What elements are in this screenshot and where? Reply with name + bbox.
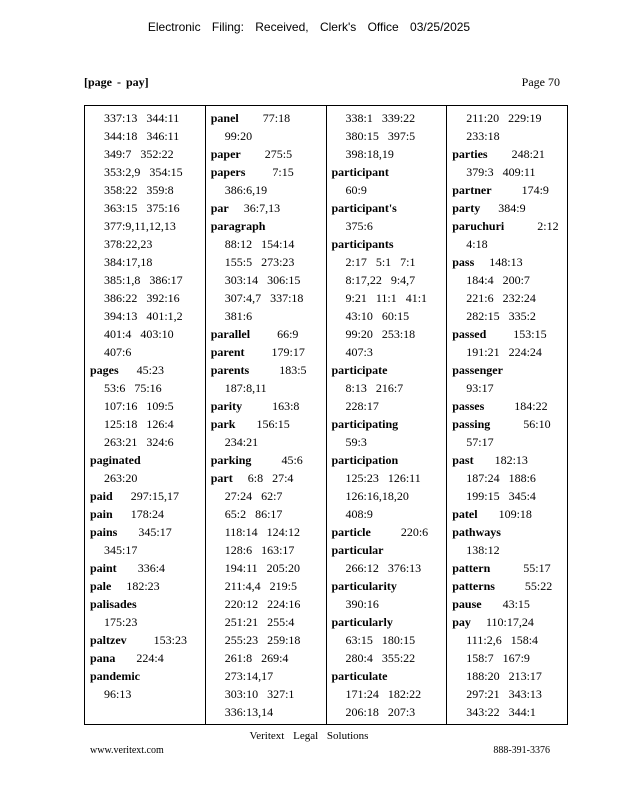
index-entry (90, 667, 205, 685)
index-reference: 183:5 (249, 363, 307, 377)
index-term: parents (210, 363, 250, 377)
index-entry (90, 361, 205, 379)
index-reference-line: 171:24 182:22 (345, 687, 422, 701)
index-entry (211, 469, 326, 487)
index-reference-line: 337:13 344:11 (104, 111, 180, 125)
index-entry (452, 217, 567, 235)
index-reference-line: 266:12 376:13 (345, 561, 422, 575)
index-term: palisades (90, 597, 137, 611)
index-reference-line: 282:15 335:2 (466, 309, 536, 323)
index-reference-line: 345:17 (104, 543, 138, 557)
index-reference: 148:13 (474, 255, 523, 269)
index-term: participation (331, 453, 399, 467)
index-reference: 55:22 (494, 579, 553, 593)
index-reference-line: 377:9,11,12,13 (104, 219, 176, 233)
index-reference-line: 378:22,23 (104, 237, 153, 251)
index-reference-line: 343:22 344:1 (466, 705, 536, 719)
index-reference: 248:21 (487, 147, 545, 161)
index-reference-line: 251:21 255:4 (224, 615, 295, 629)
index-reference-line: 220:12 224:16 (224, 597, 301, 611)
index-reference-line: 2:17 5:1 7:1 (345, 255, 416, 269)
index-entry (90, 505, 205, 523)
index-reference-line: 384:17,18 (104, 255, 153, 269)
index-reference-line: 63:15 180:15 (345, 633, 416, 647)
index-entry (211, 109, 326, 127)
index-reference: 297:15,17 (112, 489, 180, 503)
index-term: passes (452, 399, 485, 413)
index-entry (211, 361, 326, 379)
index-term: particularly (331, 615, 393, 629)
index-reference-line: 228:17 (345, 399, 379, 413)
page-range-label: [page - pay] (84, 75, 149, 89)
index-reference-line: 263:20 (104, 471, 138, 485)
index-term: participate (331, 363, 388, 377)
index-reference-line: 175:23 (104, 615, 138, 629)
index-reference-line: 263:21 324:6 (104, 435, 174, 449)
index-reference-line: 43:10 60:15 (345, 309, 410, 323)
index-reference-line: 379:3 409:11 (466, 165, 536, 179)
index-term: parent (210, 345, 245, 359)
index-reference: 384:9 (480, 201, 526, 215)
index-reference-line: 128:6 163:17 (224, 543, 295, 557)
index-term: passenger (452, 363, 503, 377)
index-reference-line: 4:18 (466, 237, 488, 251)
index-reference-line: 407:6 (104, 345, 132, 359)
index-entry (452, 361, 567, 379)
footer-website: www.veritext.com (90, 745, 164, 756)
index-entry (452, 181, 567, 199)
index-reference-line: 353:2,9 354:15 (104, 165, 183, 179)
index-reference-line: 380:15 397:5 (345, 129, 416, 143)
index-column-3 (327, 106, 448, 724)
index-reference-line: 398:18,19 (345, 147, 394, 161)
index-entry (452, 325, 567, 343)
index-term: pale (90, 579, 112, 593)
index-term: particular (331, 543, 384, 557)
index-entry (452, 559, 567, 577)
index-term: papers (210, 165, 246, 179)
index-reference: 156:15 (235, 417, 290, 431)
index-term: pains (90, 525, 118, 539)
index-entry (332, 613, 447, 631)
index-reference-line: 381:6 (224, 309, 253, 323)
index-reference-line: 93:17 (466, 381, 494, 395)
footer-phone: 888-391-3376 (493, 745, 550, 756)
index-term: particularity (331, 579, 397, 593)
index-entry (211, 145, 326, 163)
index-reference: 220:6 (370, 525, 429, 539)
index-entry (90, 631, 205, 649)
index-reference: 77:18 (238, 111, 291, 125)
index-reference: 2:12 (504, 219, 559, 233)
index-reference: 56:10 (490, 417, 551, 431)
index-entry (332, 415, 447, 433)
word-index-table (84, 105, 568, 725)
index-entry (90, 559, 205, 577)
index-reference-line: 386:22 392:16 (104, 291, 180, 305)
index-term: paragraph (210, 219, 266, 233)
index-reference-line: 199:15 345:4 (466, 489, 536, 503)
index-term: paper (210, 147, 241, 161)
index-reference-line: 233:18 (466, 129, 500, 143)
index-entry (211, 199, 326, 217)
index-term: part (210, 471, 233, 485)
index-reference-line: 303:10 327:1 (224, 687, 295, 701)
index-reference-line: 126:16,18,20 (345, 489, 409, 503)
index-reference: 43:15 (481, 597, 530, 611)
index-reference-line: 188:20 213:17 (466, 669, 542, 683)
index-column-2 (206, 106, 327, 724)
index-reference-line: 280:4 355:22 (345, 651, 416, 665)
index-reference-line: 261:8 269:4 (224, 651, 289, 665)
index-term: patterns (452, 579, 495, 593)
index-term: participating (331, 417, 399, 431)
index-reference-line: 8:17,22 9:4,7 (345, 273, 416, 287)
index-reference-line: 138:12 (466, 543, 500, 557)
index-reference: 153:15 (486, 327, 547, 341)
index-reference: 174:9 (491, 183, 549, 197)
index-reference-line: 107:16 109:5 (104, 399, 174, 413)
index-reference-line: 349:7 352:22 (104, 147, 174, 161)
index-reference: 182:13 (473, 453, 528, 467)
index-entry (90, 649, 205, 667)
index-reference-line: 158:7 167:9 (466, 651, 530, 665)
index-term: paginated (90, 453, 141, 467)
index-entry (90, 595, 205, 613)
index-reference-line: 297:21 343:13 (466, 687, 542, 701)
index-term: particle (331, 525, 371, 539)
index-term: parking (210, 453, 252, 467)
index-entry (452, 199, 567, 217)
index-term: pass (452, 255, 475, 269)
index-term: park (210, 417, 236, 431)
index-reference-line: 187:8,11 (224, 381, 267, 395)
index-term: pana (90, 651, 116, 665)
index-reference-line: 211:4,4 219:5 (224, 579, 297, 593)
index-entry (211, 415, 326, 433)
index-term: parity (210, 399, 243, 413)
index-reference: 163:8 (242, 399, 300, 413)
index-term: paltzev (90, 633, 127, 647)
index-reference-line: 255:23 259:18 (224, 633, 301, 647)
index-reference: 345:17 (117, 525, 172, 539)
index-reference-line: 273:14,17 (224, 669, 274, 683)
index-reference-line: 191:21 224:24 (466, 345, 542, 359)
index-entry (211, 343, 326, 361)
index-term: participants (331, 237, 394, 251)
index-reference: 224:4 (115, 651, 164, 665)
index-term: pathways (452, 525, 501, 539)
index-term: patel (452, 507, 478, 521)
index-reference: 178:24 (112, 507, 165, 521)
page-number: Page 70 (521, 75, 560, 89)
index-reference-line: 363:15 375:16 (104, 201, 180, 215)
index-entry (211, 397, 326, 415)
index-reference: 110:17,24 (470, 615, 534, 629)
index-term: partner (452, 183, 492, 197)
filing-header: Electronic Filing: Received, Clerk's Office 03/25/2025 (147, 20, 471, 34)
index-reference-line: 221:6 232:24 (466, 291, 536, 305)
index-reference-line: 99:20 (224, 129, 253, 143)
index-reference-line: 385:1,8 386:17 (104, 273, 183, 287)
index-reference-line: 187:24 188:6 (466, 471, 536, 485)
index-reference: 6:8 27:4 (232, 471, 294, 485)
index-reference-line: 184:4 200:7 (466, 273, 530, 287)
index-term: par (210, 201, 229, 215)
index-reference: 66:9 (250, 327, 299, 341)
index-entry (90, 577, 205, 595)
index-entry (452, 523, 567, 541)
index-reference-line: 118:14 124:12 (224, 525, 300, 539)
index-entry (452, 451, 567, 469)
index-reference: 55:17 (490, 561, 551, 575)
index-reference-line: 303:14 306:15 (224, 273, 301, 287)
index-reference: 182:23 (111, 579, 160, 593)
index-term: pandemic (90, 669, 141, 683)
index-reference-line: 336:13,14 (224, 705, 274, 719)
index-entry (211, 163, 326, 181)
index-reference-line: 60:9 (345, 183, 367, 197)
index-term: pages (90, 363, 119, 377)
index-reference: 184:22 (484, 399, 548, 413)
footer-company: Veritext Legal Solutions (249, 730, 369, 742)
index-reference-line: 57:17 (466, 435, 494, 449)
index-term: paid (90, 489, 113, 503)
index-term: panel (210, 111, 239, 125)
index-entry (452, 505, 567, 523)
index-reference-line: 53:6 75:16 (104, 381, 162, 395)
index-reference-line: 99:20 253:18 (345, 327, 416, 341)
index-reference-line: 234:21 (224, 435, 259, 449)
index-entry (332, 163, 447, 181)
index-reference: 45:6 (251, 453, 303, 467)
index-entry (332, 577, 447, 595)
index-reference-line: 96:13 (104, 687, 132, 701)
index-reference: 7:15 (245, 165, 294, 179)
index-term: participant (331, 165, 389, 179)
index-reference-line: 125:18 126:4 (104, 417, 174, 431)
index-term: parallel (210, 327, 251, 341)
index-entry (452, 253, 567, 271)
index-entry (90, 523, 205, 541)
index-term: past (452, 453, 474, 467)
index-term: party (452, 201, 481, 215)
index-reference-line: 307:4,7 337:18 (224, 291, 304, 305)
index-term: pain (90, 507, 113, 521)
index-entry (211, 451, 326, 469)
index-reference: 179:17 (244, 345, 305, 359)
index-term: passing (452, 417, 491, 431)
index-reference-line: 375:6 (345, 219, 373, 233)
index-reference: 275:5 (240, 147, 293, 161)
index-entry (452, 145, 567, 163)
index-column-4 (447, 106, 567, 724)
index-term: pattern (452, 561, 491, 575)
index-reference-line: 125:23 126:11 (345, 471, 421, 485)
index-entry (452, 613, 567, 631)
index-reference: 336:4 (116, 561, 166, 575)
index-reference-line: 111:2,6 158:4 (466, 633, 539, 647)
index-entry (332, 235, 447, 253)
index-reference: 36:7,13 (228, 201, 281, 215)
index-reference-line: 358:22 359:8 (104, 183, 174, 197)
index-term: paint (90, 561, 117, 575)
index-reference-line: 8:13 216:7 (345, 381, 404, 395)
index-entry (90, 487, 205, 505)
index-entry (452, 397, 567, 415)
index-reference-line: 59:3 (345, 435, 367, 449)
index-entry (332, 667, 447, 685)
index-entry (452, 577, 567, 595)
index-term: pause (452, 597, 482, 611)
index-column-1 (85, 106, 206, 724)
index-reference-line: 408:9 (345, 507, 373, 521)
index-reference-line: 386:6,19 (224, 183, 268, 197)
index-entry (332, 199, 447, 217)
index-reference-line: 394:13 401:1,2 (104, 309, 183, 323)
index-reference-line: 194:11 205:20 (224, 561, 300, 575)
index-entry (452, 595, 567, 613)
index-reference-line: 344:18 346:11 (104, 129, 180, 143)
index-reference-line: 27:24 62:7 (224, 489, 283, 503)
index-term: passed (452, 327, 487, 341)
index-reference: 153:23 (126, 633, 187, 647)
index-reference-line: 65:2 86:17 (224, 507, 283, 521)
index-reference-line: 390:16 (345, 597, 379, 611)
index-entry (211, 217, 326, 235)
index-entry (90, 451, 205, 469)
index-entry (332, 541, 447, 559)
index-entry (452, 415, 567, 433)
index-reference-line: 9:21 11:1 41:1 (345, 291, 428, 305)
index-term: parties (452, 147, 488, 161)
index-term: participant's (331, 201, 397, 215)
index-reference-line: 155:5 273:23 (224, 255, 295, 269)
index-reference-line: 407:3 (345, 345, 373, 359)
index-reference-line: 338:1 339:22 (345, 111, 416, 125)
index-entry (332, 361, 447, 379)
index-entry (211, 325, 326, 343)
index-term: pay (452, 615, 471, 629)
index-term: paruchuri (452, 219, 505, 233)
index-reference-line: 88:12 154:14 (224, 237, 295, 251)
index-entry (332, 523, 447, 541)
index-reference-line: 211:20 229:19 (466, 111, 542, 125)
index-reference-line: 206:18 207:3 (345, 705, 416, 719)
index-entry (332, 451, 447, 469)
index-term: particulate (331, 669, 388, 683)
index-reference-line: 401:4 403:10 (104, 327, 174, 341)
index-reference: 109:18 (477, 507, 532, 521)
index-reference: 45:23 (118, 363, 165, 377)
